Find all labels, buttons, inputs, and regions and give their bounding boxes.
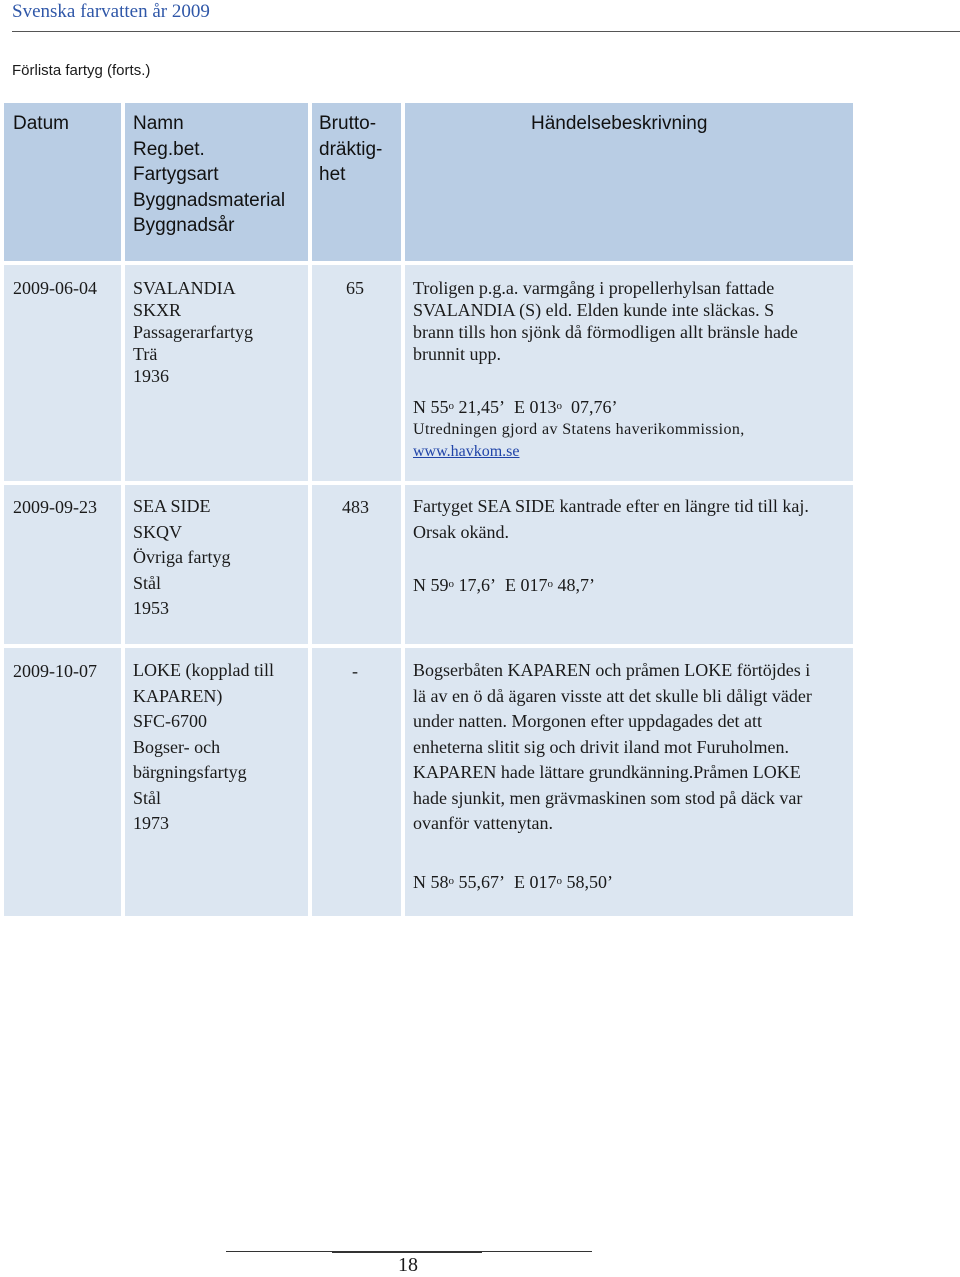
row3-namn — [133, 658, 274, 837]
row2-coordinates — [413, 574, 595, 596]
vessel-info-line: 1973 — [133, 813, 169, 833]
vessel-info-line: Övriga fartyg — [133, 547, 231, 567]
degree-mark: o — [556, 400, 562, 412]
row1-datum: 2009-06-04 — [13, 278, 97, 298]
desc-line: Troligen p.g.a. varmgång i propellerhylsan fattade — [413, 278, 775, 298]
column-header-brutto — [319, 111, 382, 188]
coord-north-min: 55,67’ — [458, 872, 505, 892]
column-header-namn-line: Namn — [133, 113, 184, 134]
column-header-namn-line: Fartygsart — [133, 164, 219, 185]
degree-mark: o — [448, 400, 454, 412]
desc-line: SVALANDIA (S) eld. Elden kunde inte släckas. S — [413, 300, 775, 320]
coord-east-min: 07,76’ — [571, 397, 618, 417]
column-header-namn-line: Byggnadsmaterial — [133, 189, 286, 211]
vessel-info-line: KAPAREN) — [133, 685, 223, 706]
coord-north-min: 21,45’ — [458, 397, 505, 417]
desc-line: Fartyget SEA SIDE kantrade efter en längre tid till kaj. — [413, 496, 809, 516]
vessel-info-line: SKQV — [133, 521, 183, 542]
row3-brutto: - — [352, 661, 358, 681]
row3-cell-brutto — [312, 648, 401, 916]
column-header-brutto-line: het — [319, 164, 346, 185]
column-header-namn-line: Reg.bet. — [133, 138, 205, 160]
vessel-info-line: bärgningsfartyg — [133, 762, 247, 782]
vessel-info-line: Trä — [133, 344, 158, 364]
column-header-brutto-line: Brutto- — [319, 113, 377, 134]
row3-coordinates — [413, 871, 613, 893]
vessel-info-line: 1953 — [133, 598, 169, 618]
coord-east-deg: E 013 — [514, 397, 557, 417]
desc-line: enheterna slitit sig och drivit iland mot Furuholmen. — [413, 736, 789, 757]
vessel-info-line: SFC-6700 — [133, 711, 208, 731]
vessel-info-line: Stål — [133, 572, 162, 593]
degree-mark: o — [448, 875, 454, 887]
vessel-info-line: SEA SIDE — [133, 496, 211, 516]
desc-line: brann tills hon sjönk då förmodligen allt bränsle hade — [413, 322, 798, 342]
degree-mark: o — [448, 578, 454, 590]
vessel-info-line: Passagerarfartyg — [133, 322, 253, 342]
coord-east-deg: E 017 — [505, 575, 548, 595]
coord-north-min: 17,6’ — [458, 575, 496, 595]
havkom-link[interactable]: www.havkom.se — [413, 443, 520, 460]
row1-namn — [133, 277, 253, 387]
desc-line: ovanför vattenytan. — [413, 813, 553, 833]
coord-east-deg: E 017 — [514, 872, 557, 892]
row3-desc — [413, 658, 812, 837]
section-subtitle: Förlista fartyg (forts.) — [12, 62, 151, 79]
column-header-datum: Datum — [13, 113, 69, 134]
desc-line: brunnit upp. — [413, 344, 501, 364]
column-header-brutto-line: dräktig- — [319, 138, 383, 160]
row3-datum: 2009-10-07 — [13, 661, 97, 681]
coord-east-min: 58,50’ — [566, 872, 613, 892]
row3-cell-datum — [4, 648, 121, 916]
desc-line: Bogserbåten KAPAREN och pråmen LOKE förtöjdes i — [413, 660, 811, 680]
row2-datum: 2009-09-23 — [13, 497, 97, 517]
coord-east-min: 48,7’ — [557, 575, 595, 595]
vessel-info-line: SKXR — [133, 300, 182, 320]
running-header: Svenska farvatten år 2009 — [12, 1, 210, 22]
column-header-namn — [133, 111, 285, 239]
vessel-info-line: Stål — [133, 787, 162, 808]
column-header-namn-line: Byggnadsår — [133, 215, 235, 236]
coord-north-deg: N 59 — [413, 575, 449, 595]
row1-brutto: 65 — [346, 278, 364, 298]
desc-line: KAPAREN hade lättare grundkänning.Pråmen LOKE — [413, 762, 801, 782]
desc-line: under natten. Morgonen efter uppdagades det att — [413, 711, 763, 731]
desc-line: hade sjunkit, men grävmaskinen som stod på däck var — [413, 787, 803, 808]
page-number: 18 — [398, 1254, 418, 1276]
row2-namn — [133, 494, 230, 622]
desc-line: Orsak okänd. — [413, 521, 509, 542]
row2-brutto: 483 — [342, 497, 369, 517]
column-header-handelse: Händelsebeskrivning — [531, 113, 708, 134]
header-rule — [12, 31, 960, 32]
row1-desc — [413, 277, 798, 365]
footer-rule-accent — [332, 1251, 482, 1253]
vessel-info-line: 1936 — [133, 366, 169, 386]
vessel-info-line: LOKE (kopplad till — [133, 660, 274, 680]
degree-mark: o — [547, 578, 553, 590]
row2-desc — [413, 494, 809, 545]
vessel-info-line: Bogser- och — [133, 736, 221, 757]
degree-mark: o — [556, 875, 562, 887]
row1-investigation-note: Utredningen gjord av Statens haverikommission, — [413, 421, 745, 438]
coord-north-deg: N 55 — [413, 397, 449, 417]
vessel-info-line: SVALANDIA — [133, 278, 236, 298]
row1-coordinates — [413, 396, 618, 418]
desc-line: lä av en ö då ägaren visste att det skulle bli dåligt väder — [413, 685, 812, 706]
coord-north-deg: N 58 — [413, 872, 449, 892]
